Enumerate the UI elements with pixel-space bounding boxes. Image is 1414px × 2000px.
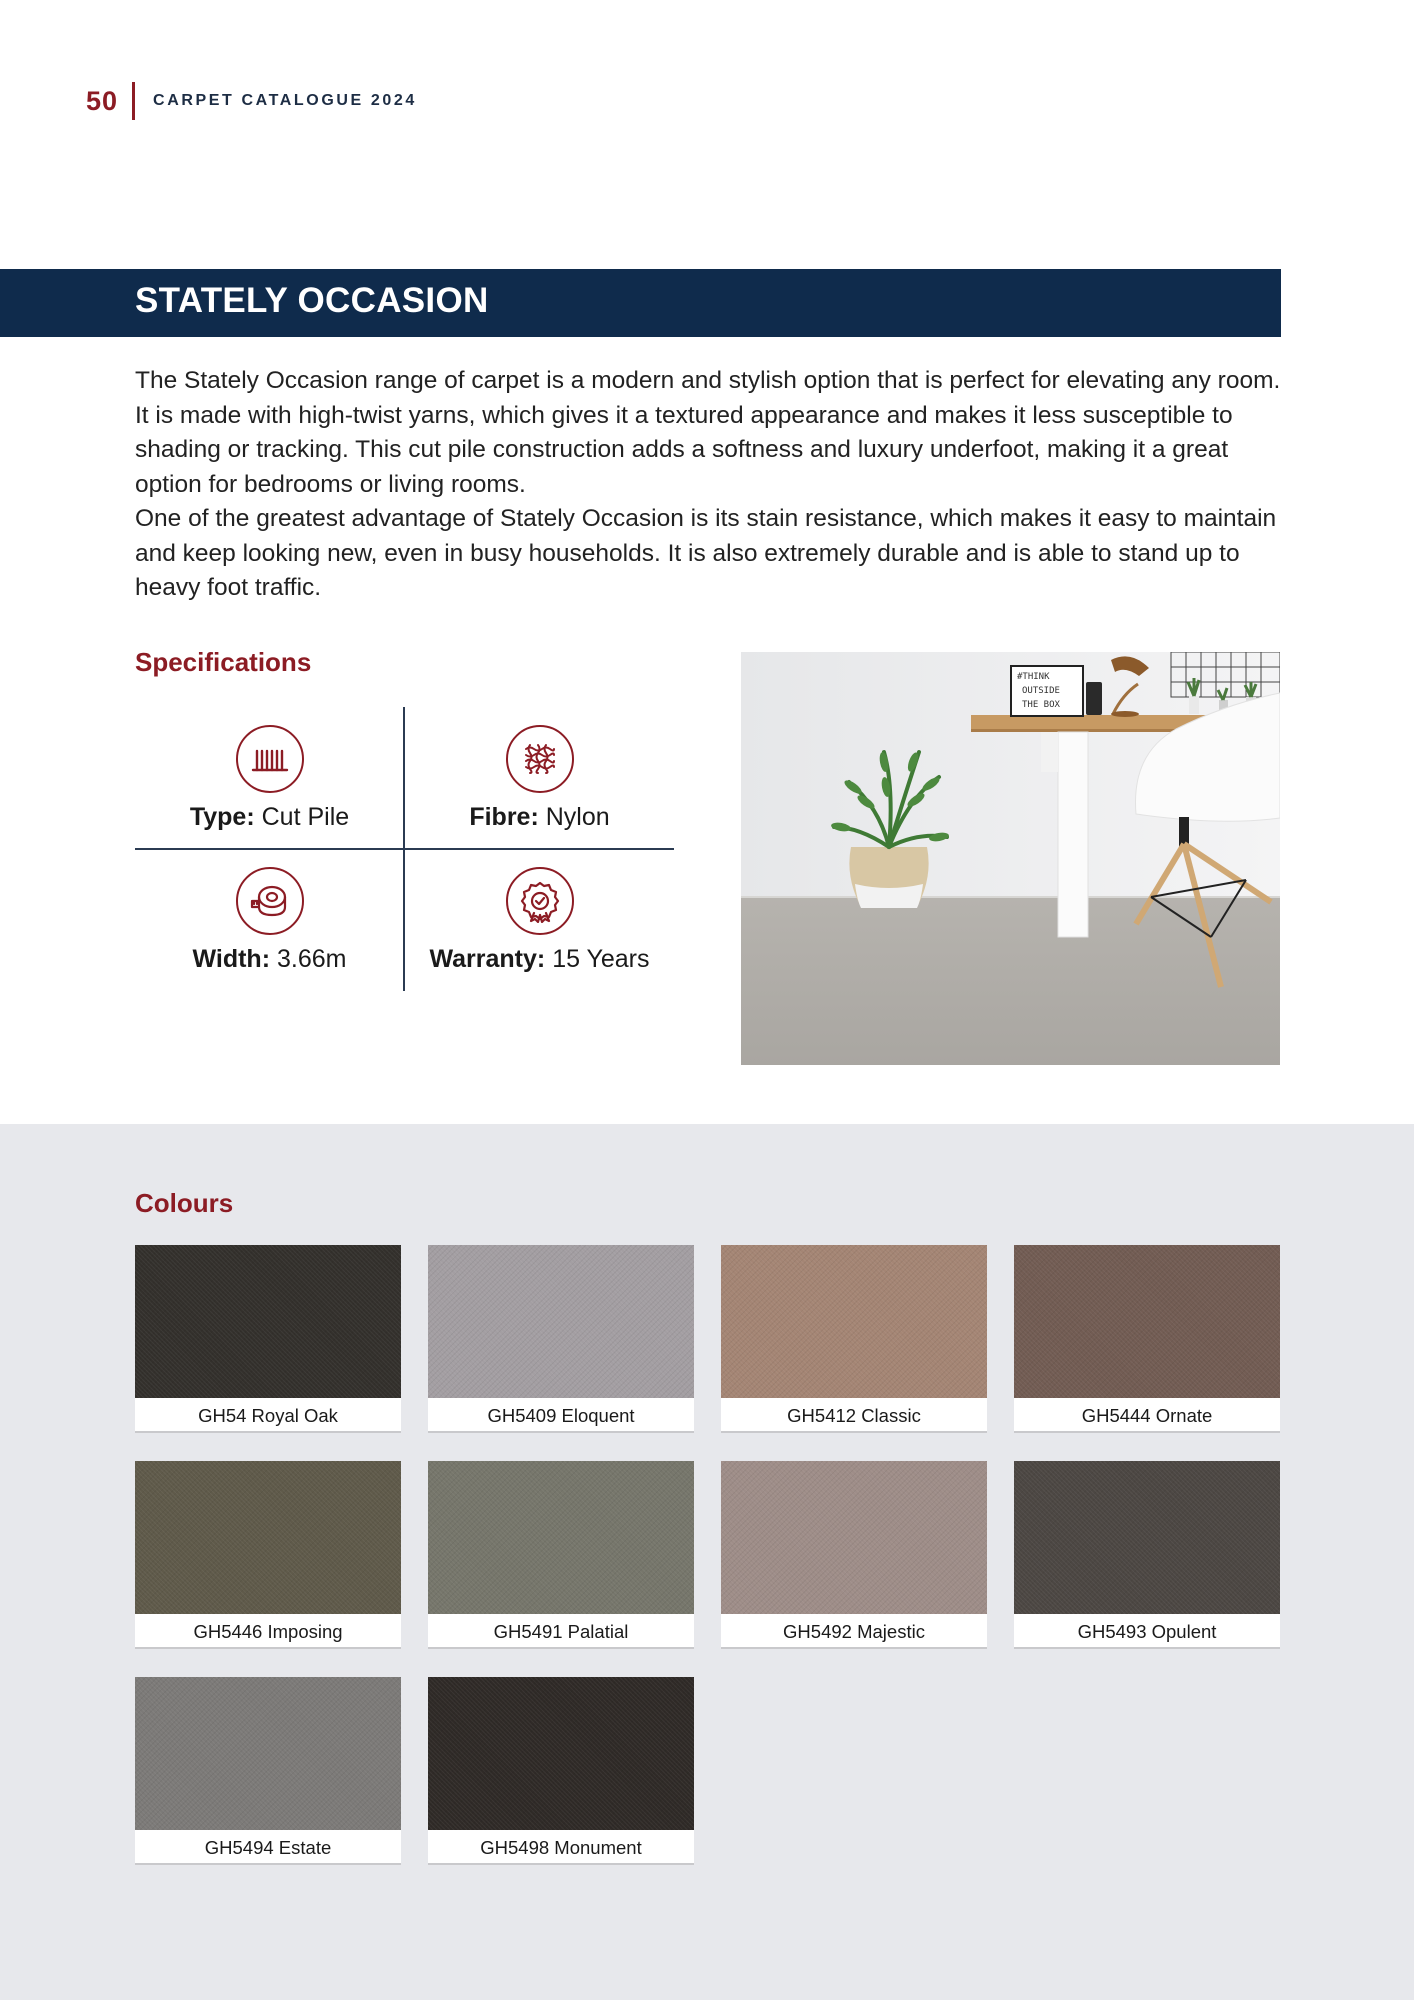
catalogue-title: CARPET CATALOGUE 2024 [153, 92, 417, 109]
swatch-colour [428, 1245, 694, 1398]
spec-width-value: 3.66m [276, 945, 347, 973]
swatch-label: GH5491 Palatial [428, 1614, 694, 1649]
swatch-label: GH5444 Ornate [1014, 1398, 1280, 1433]
warranty-badge-icon [506, 867, 574, 935]
swatch-colour [721, 1245, 987, 1398]
colour-swatch[interactable] [428, 1245, 694, 1433]
colour-swatch[interactable] [135, 1245, 401, 1433]
swatch-label: GH5446 Imposing [135, 1614, 401, 1649]
swatch-label: GH54 Royal Oak [135, 1398, 401, 1433]
description-paragraph: The Stately Occasion range of carpet is a modern and stylish option that is perfect for elevating any room. It is made with high-twist yarns, which gives it a textured appearance and makes it less susceptible to shading or tracking. This cut pile construction adds a softness and luxury underfoot, making it a great option for bedrooms or living rooms. [135, 367, 1281, 498]
spec-warranty [405, 850, 674, 991]
carpet-floor [741, 897, 1280, 1065]
colour-swatch[interactable] [428, 1677, 694, 1865]
spec-fibre [405, 707, 674, 848]
colour-swatch[interactable] [1014, 1461, 1280, 1649]
spec-warranty-value: 15 Years [552, 945, 650, 973]
cut-pile-icon [236, 725, 304, 793]
swatch-colour [428, 1461, 694, 1614]
swatch-colour [721, 1461, 987, 1614]
page-header [86, 82, 417, 120]
swatch-label: GH5498 Monument [428, 1830, 694, 1865]
spec-type-text [135, 803, 404, 832]
speaker [1086, 682, 1102, 715]
swatch-colour [428, 1677, 694, 1830]
spec-width-label: Width: [192, 945, 271, 973]
spec-type-label: Type: [189, 803, 255, 831]
header-divider [132, 82, 135, 120]
lightbox-line: #THINK [1017, 672, 1050, 682]
spec-type-value: Cut Pile [261, 803, 350, 831]
lightbox-line: THE BOX [1022, 700, 1060, 710]
swatch-colour [135, 1677, 401, 1830]
colour-swatch[interactable] [1014, 1245, 1280, 1433]
room-photo [741, 652, 1280, 1065]
spec-fibre-label: Fibre: [469, 803, 539, 831]
spec-fibre-value: Nylon [545, 803, 610, 831]
colour-swatch[interactable] [135, 1677, 401, 1865]
colour-swatch[interactable] [721, 1245, 987, 1433]
spec-width [135, 850, 404, 991]
swatch-label: GH5412 Classic [721, 1398, 987, 1433]
swatch-label: GH5494 Estate [135, 1830, 401, 1865]
swatch-colour [1014, 1245, 1280, 1398]
swatch-colour [135, 1245, 401, 1398]
description-paragraph: One of the greatest advantage of Stately Occasion is its stain resistance, which makes it easy to maintain and keep looking new, even in busy households. It is also extremely durable and is able to stand up to heavy foot traffic. [135, 505, 1277, 601]
colour-swatch[interactable] [721, 1461, 987, 1649]
spec-warranty-label: Warranty: [429, 945, 546, 973]
product-title-bar [0, 269, 1281, 337]
swatch-label: GH5492 Majestic [721, 1614, 987, 1649]
swatch-label: GH5493 Opulent [1014, 1614, 1280, 1649]
swatch-label: GH5409 Eloquent [428, 1398, 694, 1433]
spec-type [135, 707, 404, 848]
fibre-weave-icon [506, 725, 574, 793]
colour-swatch[interactable] [428, 1461, 694, 1649]
swatch-colour [135, 1461, 401, 1614]
spec-width-text [135, 945, 404, 974]
colour-swatch[interactable] [135, 1461, 401, 1649]
lightbox-line: OUTSIDE [1022, 686, 1060, 696]
room-illustration [741, 652, 1280, 1065]
specifications-heading: Specifications [135, 647, 312, 677]
swatch-colour [1014, 1461, 1280, 1614]
specifications-grid [135, 707, 674, 991]
page-number: 50 [86, 85, 119, 116]
product-description [135, 364, 1285, 606]
colours-heading: Colours [135, 1188, 234, 1218]
lightbox-sign [1011, 666, 1083, 716]
spec-fibre-text [405, 803, 674, 832]
spec-warranty-text [405, 945, 674, 974]
tape-measure-icon [236, 867, 304, 935]
product-title: STATELY OCCASION [135, 281, 489, 320]
